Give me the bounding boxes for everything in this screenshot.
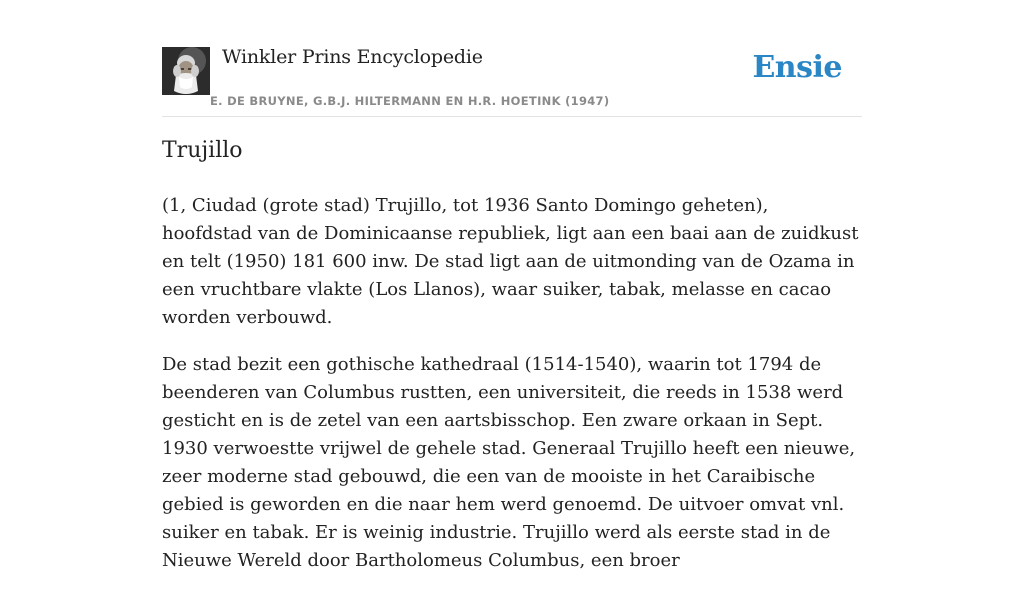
article-paragraph: De stad bezit een gothische kathedraal (1514-1540), waarin tot 1794 de beenderen van Columbus rustten, een universiteit, die reeds in 1538 werd gesticht en is de zetel van een aartsbisschop. Een zware orkaan in Sept. 1930 verwoestte vrijwel de gehele stad. Generaal Trujillo heeft een nieuwe, zeer moderne stad gebouwd, die een van de mooiste in het Caraibische gebied is geworden en die naar hem werd genoemd. De uitvoer omvat vnl. suiker en tabak. Er is weinig industrie. Trujillo werd als eerste stad in de Nieuwe Wereld door Bartholomeus Columbus, een broer — [162, 354, 856, 571]
site-title[interactable]: Winkler Prins Encyclopedie — [222, 46, 483, 68]
site-header — [162, 44, 862, 117]
article-body — [162, 192, 862, 594]
author-avatar — [162, 47, 210, 95]
authors-byline: E. DE BRUYNE, G.B.J. HILTERMANN EN H.R. HOETINK (1947) — [210, 94, 610, 108]
article-title: Trujillo — [162, 138, 243, 163]
article-paragraph: (1, Ciudad (grote stad) Trujillo, tot 1936 Santo Domingo geheten), hoofdstad van de Dominicaanse republiek, ligt aan een baai aan de zuidkust en telt (1950) 181 600 inw. De stad ligt aan de uitmonding van de Ozama in een vruchtbare vlakte (Los Llanos), waar suiker, tabak, melasse en cacao worden verbouwd. — [162, 195, 859, 328]
brand-logo-link[interactable]: Ensie — [752, 50, 842, 85]
author-portrait-icon — [162, 47, 210, 95]
